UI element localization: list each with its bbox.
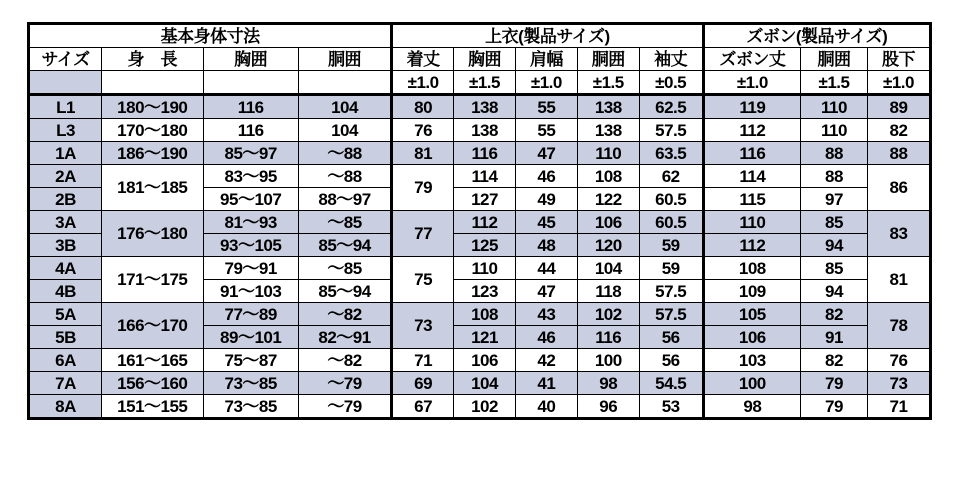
cell-sleeve: 62.5 [639, 95, 703, 119]
cell-size: 4B [29, 280, 102, 303]
cell-body-waist: 〜85 [298, 211, 391, 234]
col-header-jacket-length: 着丈 [392, 48, 454, 71]
cell-height: 180〜190 [102, 95, 203, 119]
cell-size: 4A [29, 257, 102, 280]
group-header-row [29, 24, 931, 48]
cell-jacket-chest: 104 [454, 372, 516, 395]
cell-size: 2B [29, 188, 102, 211]
size-table [27, 22, 932, 420]
cell-body-chest: 93〜105 [203, 234, 298, 257]
cell-jacket-chest: 125 [454, 234, 516, 257]
tolerance-size [29, 71, 102, 95]
cell-sleeve: 54.5 [639, 372, 703, 395]
cell-inseam: 73 [867, 372, 930, 395]
cell-height: 166〜170 [102, 303, 203, 349]
cell-jacket-shoulder: 43 [515, 303, 577, 326]
cell-pants-waist: 82 [801, 349, 868, 372]
tolerance-row [29, 71, 931, 95]
cell-sleeve: 57.5 [639, 280, 703, 303]
cell-pants-length: 106 [703, 326, 800, 349]
cell-jacket-waist: 106 [577, 211, 639, 234]
cell-jacket-chest: 114 [454, 165, 516, 188]
cell-body-chest: 77〜89 [203, 303, 298, 326]
table-row [29, 165, 931, 188]
tolerance-body-chest [203, 71, 298, 95]
cell-pants-length: 114 [703, 165, 800, 188]
cell-height: 171〜175 [102, 257, 203, 303]
table-row [29, 303, 931, 326]
table-row [29, 119, 931, 142]
cell-body-chest: 75〜87 [203, 349, 298, 372]
table-row [29, 211, 931, 234]
cell-jacket-shoulder: 44 [515, 257, 577, 280]
cell-pants-waist: 88 [801, 165, 868, 188]
cell-pants-length: 109 [703, 280, 800, 303]
cell-jacket-waist: 120 [577, 234, 639, 257]
cell-pants-length: 103 [703, 349, 800, 372]
cell-jacket-chest: 127 [454, 188, 516, 211]
cell-sleeve: 60.5 [639, 188, 703, 211]
cell-size: 7A [29, 372, 102, 395]
cell-jacket-chest: 102 [454, 395, 516, 419]
cell-pants-length: 100 [703, 372, 800, 395]
tolerance-jacket-shoulder: ±1.0 [515, 71, 577, 95]
cell-jacket-shoulder: 46 [515, 165, 577, 188]
table-row [29, 395, 931, 419]
cell-height: 181〜185 [102, 165, 203, 211]
cell-jacket-waist: 110 [577, 142, 639, 165]
cell-pants-length: 119 [703, 95, 800, 119]
cell-inseam: 83 [867, 211, 930, 257]
cell-jacket-waist: 96 [577, 395, 639, 419]
col-header-jacket-shoulder: 肩幅 [515, 48, 577, 71]
cell-jacket-shoulder: 47 [515, 280, 577, 303]
cell-inseam: 81 [867, 257, 930, 303]
col-header-pants-waist: 胴囲 [801, 48, 868, 71]
cell-jacket-chest: 108 [454, 303, 516, 326]
cell-height: 176〜180 [102, 211, 203, 257]
cell-sleeve: 62 [639, 165, 703, 188]
cell-jacket-chest: 123 [454, 280, 516, 303]
cell-jacket-waist: 138 [577, 95, 639, 119]
cell-size: 3B [29, 234, 102, 257]
col-header-jacket-waist: 胴囲 [577, 48, 639, 71]
cell-body-chest: 89〜101 [203, 326, 298, 349]
cell-inseam: 82 [867, 119, 930, 142]
cell-sleeve: 56 [639, 326, 703, 349]
cell-jacket-length: 79 [392, 165, 454, 211]
cell-pants-length: 110 [703, 211, 800, 234]
cell-pants-waist: 79 [801, 395, 868, 419]
cell-sleeve: 60.5 [639, 211, 703, 234]
cell-pants-waist: 97 [801, 188, 868, 211]
cell-jacket-shoulder: 55 [515, 95, 577, 119]
col-header-sleeve: 袖丈 [639, 48, 703, 71]
cell-sleeve: 57.5 [639, 303, 703, 326]
cell-jacket-chest: 112 [454, 211, 516, 234]
cell-jacket-chest: 138 [454, 119, 516, 142]
cell-jacket-chest: 106 [454, 349, 516, 372]
tolerance-jacket-waist: ±1.5 [577, 71, 639, 95]
cell-jacket-length: 67 [392, 395, 454, 419]
cell-pants-waist: 94 [801, 234, 868, 257]
cell-pants-waist: 88 [801, 142, 868, 165]
cell-height: 151〜155 [102, 395, 203, 419]
table-row [29, 372, 931, 395]
cell-body-waist: 〜79 [298, 372, 391, 395]
cell-jacket-waist: 108 [577, 165, 639, 188]
cell-jacket-waist: 102 [577, 303, 639, 326]
cell-jacket-length: 75 [392, 257, 454, 303]
cell-jacket-waist: 116 [577, 326, 639, 349]
cell-height: 156〜160 [102, 372, 203, 395]
cell-pants-waist: 85 [801, 257, 868, 280]
tolerance-inseam: ±1.0 [867, 71, 930, 95]
cell-pants-length: 105 [703, 303, 800, 326]
cell-body-chest: 73〜85 [203, 395, 298, 419]
cell-pants-waist: 110 [801, 119, 868, 142]
col-header-height: 身 長 [102, 48, 203, 71]
cell-pants-waist: 94 [801, 280, 868, 303]
tolerance-height [102, 71, 203, 95]
cell-pants-length: 112 [703, 234, 800, 257]
cell-body-chest: 116 [203, 119, 298, 142]
cell-pants-length: 115 [703, 188, 800, 211]
cell-body-chest: 81〜93 [203, 211, 298, 234]
group-header-pants: ズボン(製品サイズ) [703, 24, 930, 48]
cell-jacket-waist: 104 [577, 257, 639, 280]
cell-jacket-shoulder: 55 [515, 119, 577, 142]
cell-jacket-waist: 138 [577, 119, 639, 142]
cell-size: 8A [29, 395, 102, 419]
table-body [29, 95, 931, 419]
cell-pants-waist: 79 [801, 372, 868, 395]
cell-size: 1A [29, 142, 102, 165]
cell-sleeve: 63.5 [639, 142, 703, 165]
cell-jacket-chest: 110 [454, 257, 516, 280]
cell-body-waist: 85〜94 [298, 234, 391, 257]
tolerance-pants-length: ±1.0 [703, 71, 800, 95]
cell-pants-waist: 82 [801, 303, 868, 326]
cell-jacket-length: 76 [392, 119, 454, 142]
table-row [29, 142, 931, 165]
cell-jacket-waist: 118 [577, 280, 639, 303]
cell-pants-length: 108 [703, 257, 800, 280]
cell-body-waist: 〜88 [298, 142, 391, 165]
cell-size: 2A [29, 165, 102, 188]
cell-inseam: 86 [867, 165, 930, 211]
table-row [29, 95, 931, 119]
cell-jacket-length: 77 [392, 211, 454, 257]
cell-body-waist: 104 [298, 95, 391, 119]
cell-pants-waist: 91 [801, 326, 868, 349]
cell-height: 170〜180 [102, 119, 203, 142]
cell-body-waist: 〜79 [298, 395, 391, 419]
cell-body-waist: 88〜97 [298, 188, 391, 211]
table-row [29, 257, 931, 280]
cell-jacket-shoulder: 46 [515, 326, 577, 349]
group-header-body: 基本身体寸法 [29, 24, 392, 48]
cell-height: 161〜165 [102, 349, 203, 372]
tolerance-body-waist [298, 71, 391, 95]
cell-body-chest: 85〜97 [203, 142, 298, 165]
cell-jacket-shoulder: 47 [515, 142, 577, 165]
cell-sleeve: 59 [639, 257, 703, 280]
cell-pants-waist: 85 [801, 211, 868, 234]
column-header-row [29, 48, 931, 71]
tolerance-sleeve: ±0.5 [639, 71, 703, 95]
cell-pants-length: 98 [703, 395, 800, 419]
cell-size: 6A [29, 349, 102, 372]
cell-jacket-shoulder: 40 [515, 395, 577, 419]
cell-inseam: 88 [867, 142, 930, 165]
col-header-body-waist: 胴囲 [298, 48, 391, 71]
cell-body-waist: 85〜94 [298, 280, 391, 303]
cell-size: L1 [29, 95, 102, 119]
col-header-pants-length: ズボン丈 [703, 48, 800, 71]
cell-body-waist: 104 [298, 119, 391, 142]
col-header-size: サイズ [29, 48, 102, 71]
cell-body-chest: 83〜95 [203, 165, 298, 188]
col-header-body-chest: 胸囲 [203, 48, 298, 71]
cell-jacket-shoulder: 42 [515, 349, 577, 372]
cell-jacket-waist: 98 [577, 372, 639, 395]
cell-inseam: 89 [867, 95, 930, 119]
cell-body-waist: 〜85 [298, 257, 391, 280]
table-row [29, 349, 931, 372]
tolerance-pants-waist: ±1.5 [801, 71, 868, 95]
cell-jacket-length: 69 [392, 372, 454, 395]
cell-body-waist: 〜88 [298, 165, 391, 188]
cell-jacket-shoulder: 48 [515, 234, 577, 257]
cell-pants-waist: 110 [801, 95, 868, 119]
cell-size: 5A [29, 303, 102, 326]
cell-jacket-waist: 100 [577, 349, 639, 372]
cell-jacket-chest: 121 [454, 326, 516, 349]
cell-sleeve: 59 [639, 234, 703, 257]
cell-height: 186〜190 [102, 142, 203, 165]
cell-inseam: 71 [867, 395, 930, 419]
cell-jacket-chest: 116 [454, 142, 516, 165]
cell-body-chest: 91〜103 [203, 280, 298, 303]
tolerance-jacket-chest: ±1.5 [454, 71, 516, 95]
col-header-inseam: 股下 [867, 48, 930, 71]
cell-jacket-length: 71 [392, 349, 454, 372]
tolerance-jacket-length: ±1.0 [392, 71, 454, 95]
cell-jacket-chest: 138 [454, 95, 516, 119]
cell-jacket-shoulder: 49 [515, 188, 577, 211]
cell-pants-length: 116 [703, 142, 800, 165]
cell-jacket-waist: 122 [577, 188, 639, 211]
cell-body-chest: 116 [203, 95, 298, 119]
cell-size: 3A [29, 211, 102, 234]
cell-pants-length: 112 [703, 119, 800, 142]
cell-jacket-length: 80 [392, 95, 454, 119]
cell-sleeve: 57.5 [639, 119, 703, 142]
cell-jacket-length: 81 [392, 142, 454, 165]
cell-body-waist: 〜82 [298, 303, 391, 326]
cell-body-chest: 73〜85 [203, 372, 298, 395]
cell-jacket-shoulder: 45 [515, 211, 577, 234]
cell-sleeve: 53 [639, 395, 703, 419]
cell-body-waist: 〜82 [298, 349, 391, 372]
group-header-jacket: 上衣(製品サイズ) [392, 24, 703, 48]
cell-body-chest: 79〜91 [203, 257, 298, 280]
cell-body-waist: 82〜91 [298, 326, 391, 349]
cell-jacket-length: 73 [392, 303, 454, 349]
cell-jacket-shoulder: 41 [515, 372, 577, 395]
col-header-jacket-chest: 胸囲 [454, 48, 516, 71]
cell-sleeve: 56 [639, 349, 703, 372]
cell-size: L3 [29, 119, 102, 142]
cell-inseam: 78 [867, 303, 930, 349]
cell-inseam: 76 [867, 349, 930, 372]
cell-body-chest: 95〜107 [203, 188, 298, 211]
cell-size: 5B [29, 326, 102, 349]
